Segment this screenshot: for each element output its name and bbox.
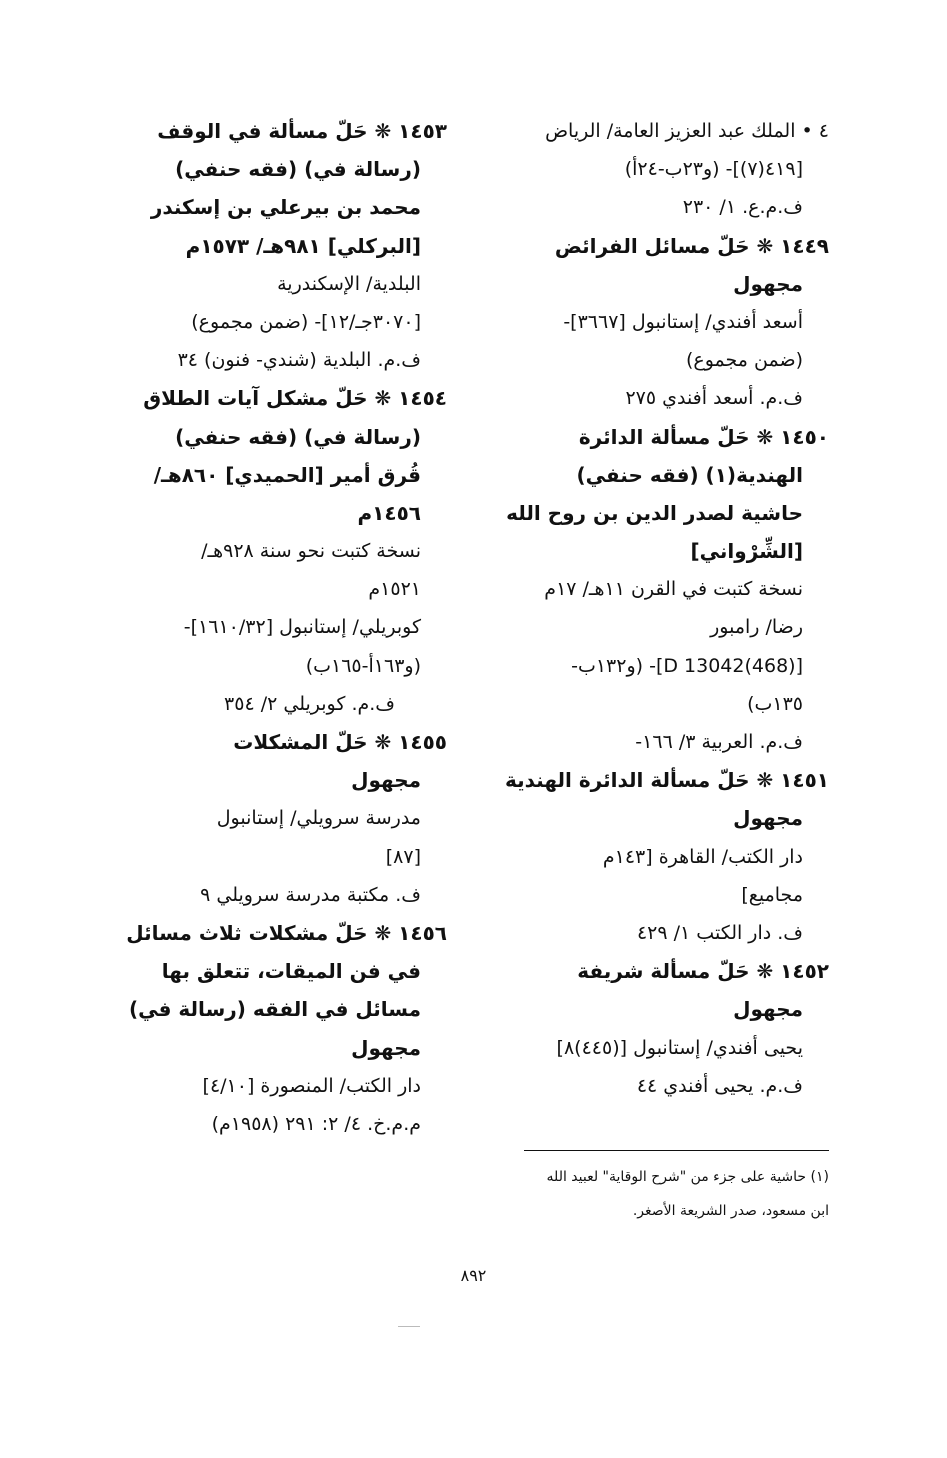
entry-line: (رسالة في) (فقه حنفي) — [175, 424, 421, 449]
footnote-line: ابن مسعود، صدر الشريعة الأصغر. — [632, 1203, 829, 1219]
entry-line: مجاميع] — [741, 883, 803, 906]
entry-heading: ١٤٥٤ ❋ حَلّ مشكل آيات الطلاق — [143, 386, 447, 411]
footnote-line: (١) حاشية على جزء من "شرح الوقاية" لعبيد الله — [546, 1169, 829, 1185]
entry-line: أسعد أفندي/ إستانبول [٣٦٦٧]- — [563, 310, 803, 333]
entry-line: دار الكتب/ المنصورة [٤/١٠] — [202, 1074, 421, 1097]
entry-line: [D 13042(468)]- (و١٣٢ب- — [571, 654, 803, 677]
entry-line: في فن الميقات، تتعلق بها — [161, 959, 421, 984]
footnote-divider — [524, 1150, 829, 1151]
entry-line: [٣٠٧٠جـ/١٢]- (ضمن مجموع) — [191, 310, 421, 333]
entry-heading: ٤ • الملك عبد العزيز العامة/ الرياض — [545, 120, 829, 142]
entry-line: م.م.خ. ٤/ ٢: ٢٩١ (١٩٥٨م) — [211, 1112, 421, 1135]
entry-line: [٤١٩(٧)]- (و٢٣ب-٢٤أ) — [624, 158, 803, 181]
right-column — [499, 112, 829, 1105]
entry-line: ف.م. كوبريلي ٢/ ٣٥٤ — [224, 692, 395, 715]
entry-line: مجهول — [351, 1035, 421, 1060]
entry-line: ف.م. يحيى أفندي ٤٤ — [636, 1074, 803, 1097]
entry-line: (ضمن مجموع) — [685, 349, 803, 372]
entry-line: ف.م. العربية ٣/ ١٦٦- — [635, 731, 803, 753]
footnote — [499, 1160, 829, 1228]
entry-line: مجهول — [733, 997, 803, 1022]
entry-heading: ١٤٥٣ ❋ حَلّ مسألة في الوقف — [157, 119, 447, 143]
entry-line: محمد بن بيرعلي بن إسكندر — [150, 195, 421, 220]
entry-line: الهندية(١) (فقه حنفي) — [576, 462, 803, 487]
entry-line: مجهول — [733, 806, 803, 831]
entry-line: حاشية لصدر الدين بن روح الله — [506, 500, 803, 525]
entry-line: قُرق أمير [الحميدي] ٨٦٠هـ/ — [153, 462, 421, 487]
entry-line: دار الكتب/ القاهرة [١٤٣م — [602, 845, 803, 868]
entry-line: مدرسة سرويلي/ إستانبول — [216, 807, 421, 830]
entry-line: ف.م.ع. ١/ ٢٣٠ — [682, 196, 803, 219]
entry-heading: ١٤٥٠ ❋ حَلّ مسألة الدائرة — [578, 424, 829, 449]
entry-line: نسخة كتبت في القرن ١١هـ/ ١٧م — [544, 578, 803, 601]
entry-line: ١٣٥ب) — [747, 692, 803, 715]
entry-line: نسخة كتبت نحو سنة ٩٢٨هـ/ — [201, 540, 421, 563]
entry-heading: ١٤٥٥ ❋ حَلّ المشكلات — [233, 730, 447, 754]
entry-line: [٨٧] — [385, 845, 421, 868]
entry-line: [الشِّرْواني] — [690, 539, 803, 564]
entry-line: ١٤٥٦م — [357, 500, 421, 525]
entry-line: البلدية/ الإسكندرية — [277, 272, 421, 295]
entry-heading: ١٤٥٦ ❋ حَلّ مشكلات ثلاث مسائل — [126, 920, 447, 945]
entry-heading: ١٤٥١ ❋ حَلّ مسألة الدائرة الهندية — [504, 768, 829, 793]
left-column — [102, 112, 447, 1143]
page-number: ٨٩٢ — [460, 1266, 487, 1285]
entry-line: يحيى أفندي/ إستانبول [(٤٤٥)٨] — [556, 1036, 803, 1059]
entry-line: ف.م. أسعد أفندي ٢٧٥ — [625, 387, 803, 410]
entry-line: مسائل في الفقه (رسالة في) — [128, 997, 421, 1022]
entry-line: (رسالة في) (فقه حنفي) — [175, 157, 421, 182]
entry-line: ف. دار الكتب ١/ ٤٢٩ — [636, 921, 803, 944]
entry-heading: ١٤٤٩ ❋ حَلّ مسائل الفرائض — [554, 233, 829, 258]
entry-line: كوبريلي/ إستانبول [١٦١٠/٣٢]- — [183, 616, 421, 639]
scan-mark — [398, 1326, 420, 1327]
entry-heading: ١٤٥٢ ❋ حَلّ مسألة شريفة — [577, 959, 829, 984]
entry-line: مجهول — [733, 271, 803, 296]
entry-line: ف.م. البلدية (شندي- فنون) ٣٤ — [177, 349, 421, 372]
entry-line: [البركلي] ٩٨١هـ/ ١٥٧٣م — [185, 233, 421, 258]
entry-line: رضا/ رامبور — [710, 616, 803, 639]
entry-line: ف. مكتبة مدرسة سرويلي ٩ — [200, 883, 421, 906]
entry-line: مجهول — [351, 768, 421, 793]
entry-line: ١٥٢١م — [368, 578, 421, 601]
entry-line: (و١٦٣أ-١٦٥ب) — [305, 654, 421, 677]
